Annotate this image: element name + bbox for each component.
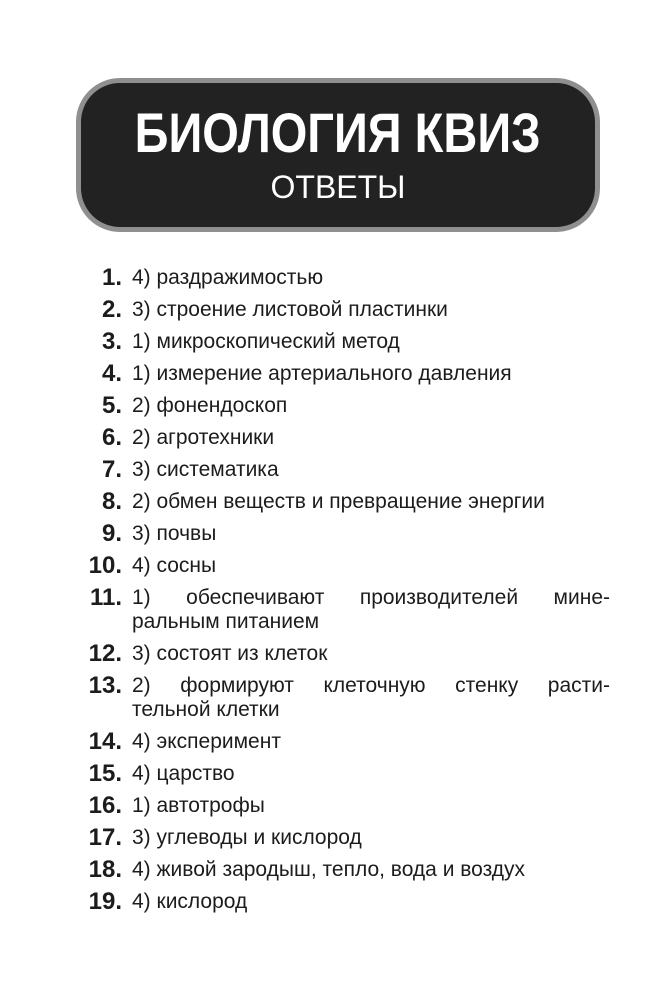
answer-line: 2) агротехники [132, 426, 275, 449]
answer-text [132, 826, 610, 850]
answer-line: 4) царство [132, 762, 235, 785]
answer-line: 2) обмен веществ и превращение энергии [132, 490, 545, 513]
answer-item [60, 550, 610, 582]
answer-item [60, 326, 610, 358]
answer-text [132, 642, 610, 666]
answer-line: тельной клетки [132, 698, 280, 721]
answer-number: 5. [101, 392, 122, 419]
answer-text [132, 394, 610, 418]
answer-line: 4) сосны [132, 554, 217, 577]
answer-text [132, 522, 610, 546]
answer-item [60, 670, 610, 726]
answer-line: 1) микроскопический метод [132, 330, 400, 353]
answer-line: 3) систематика [132, 458, 279, 481]
answer-number: 8. [101, 488, 122, 515]
answer-line: 2) фонендоскоп [132, 394, 288, 417]
answer-number: 15. [88, 760, 122, 787]
answer-text [132, 586, 610, 634]
answer-number: 7. [101, 456, 122, 483]
answer-line: 3) строение листовой пластинки [132, 298, 448, 321]
header-banner [76, 78, 600, 232]
answer-number: 14. [88, 728, 122, 755]
answer-item [60, 390, 610, 422]
answer-line: 3) состоят из клеток [132, 642, 328, 665]
answer-list [60, 262, 610, 918]
answer-text [132, 490, 610, 514]
answer-text [132, 674, 610, 722]
answer-number: 6. [101, 424, 122, 451]
answer-item [60, 358, 610, 390]
answer-line: 1) обеспечивают производителей мине- [132, 586, 610, 609]
answer-number: 19. [88, 888, 122, 915]
answer-line: 3) углеводы и кислород [132, 826, 362, 849]
answer-number: 10. [88, 552, 122, 579]
answer-number: 18. [88, 856, 122, 883]
answer-item [60, 518, 610, 550]
answer-item [60, 758, 610, 790]
answer-item [60, 790, 610, 822]
answer-text [132, 298, 610, 322]
answer-text [132, 762, 610, 786]
answer-text [132, 362, 610, 386]
answer-text [132, 266, 610, 290]
answer-number: 1. [101, 264, 122, 291]
answer-text [132, 730, 610, 754]
answer-item [60, 822, 610, 854]
answer-number: 13. [88, 672, 122, 699]
answer-number: 2. [101, 296, 122, 323]
answer-item [60, 422, 610, 454]
answer-number: 17. [88, 824, 122, 851]
answer-item [60, 486, 610, 518]
answer-text [132, 890, 610, 914]
answer-item [60, 294, 610, 326]
answer-line: 2) формируют клеточную стенку расти- [132, 674, 610, 697]
answer-item [60, 726, 610, 758]
answer-line: 1) измерение артериального давления [132, 362, 512, 385]
answer-text [132, 330, 610, 354]
answer-text [132, 794, 610, 818]
answer-line: 3) почвы [132, 522, 217, 545]
answer-number: 4. [101, 360, 122, 387]
page-subtitle: ОТВЕТЫ [270, 169, 406, 205]
answer-line: 4) кислород [132, 890, 248, 913]
answer-text [132, 426, 610, 450]
answer-text [132, 554, 610, 578]
answer-item [60, 262, 610, 294]
answer-line: 4) живой зародыш, тепло, вода и воздух [132, 858, 526, 881]
answer-item [60, 582, 610, 638]
page-title: БИОЛОГИЯ КВИЗ [135, 101, 541, 164]
answer-number: 3. [101, 328, 122, 355]
answer-item [60, 886, 610, 918]
answer-line: 1) автотрофы [132, 794, 265, 817]
answer-text [132, 458, 610, 482]
answer-number: 12. [88, 640, 122, 667]
answer-text [132, 858, 610, 882]
answer-item [60, 638, 610, 670]
answer-item [60, 454, 610, 486]
answer-item [60, 854, 610, 886]
answer-line: 4) эксперимент [132, 730, 281, 753]
answer-line: 4) раздражимостью [132, 266, 324, 289]
answer-number: 9. [101, 520, 122, 547]
answer-number: 11. [89, 584, 122, 611]
answer-number: 16. [88, 792, 122, 819]
answer-line: ральным питанием [132, 610, 320, 633]
